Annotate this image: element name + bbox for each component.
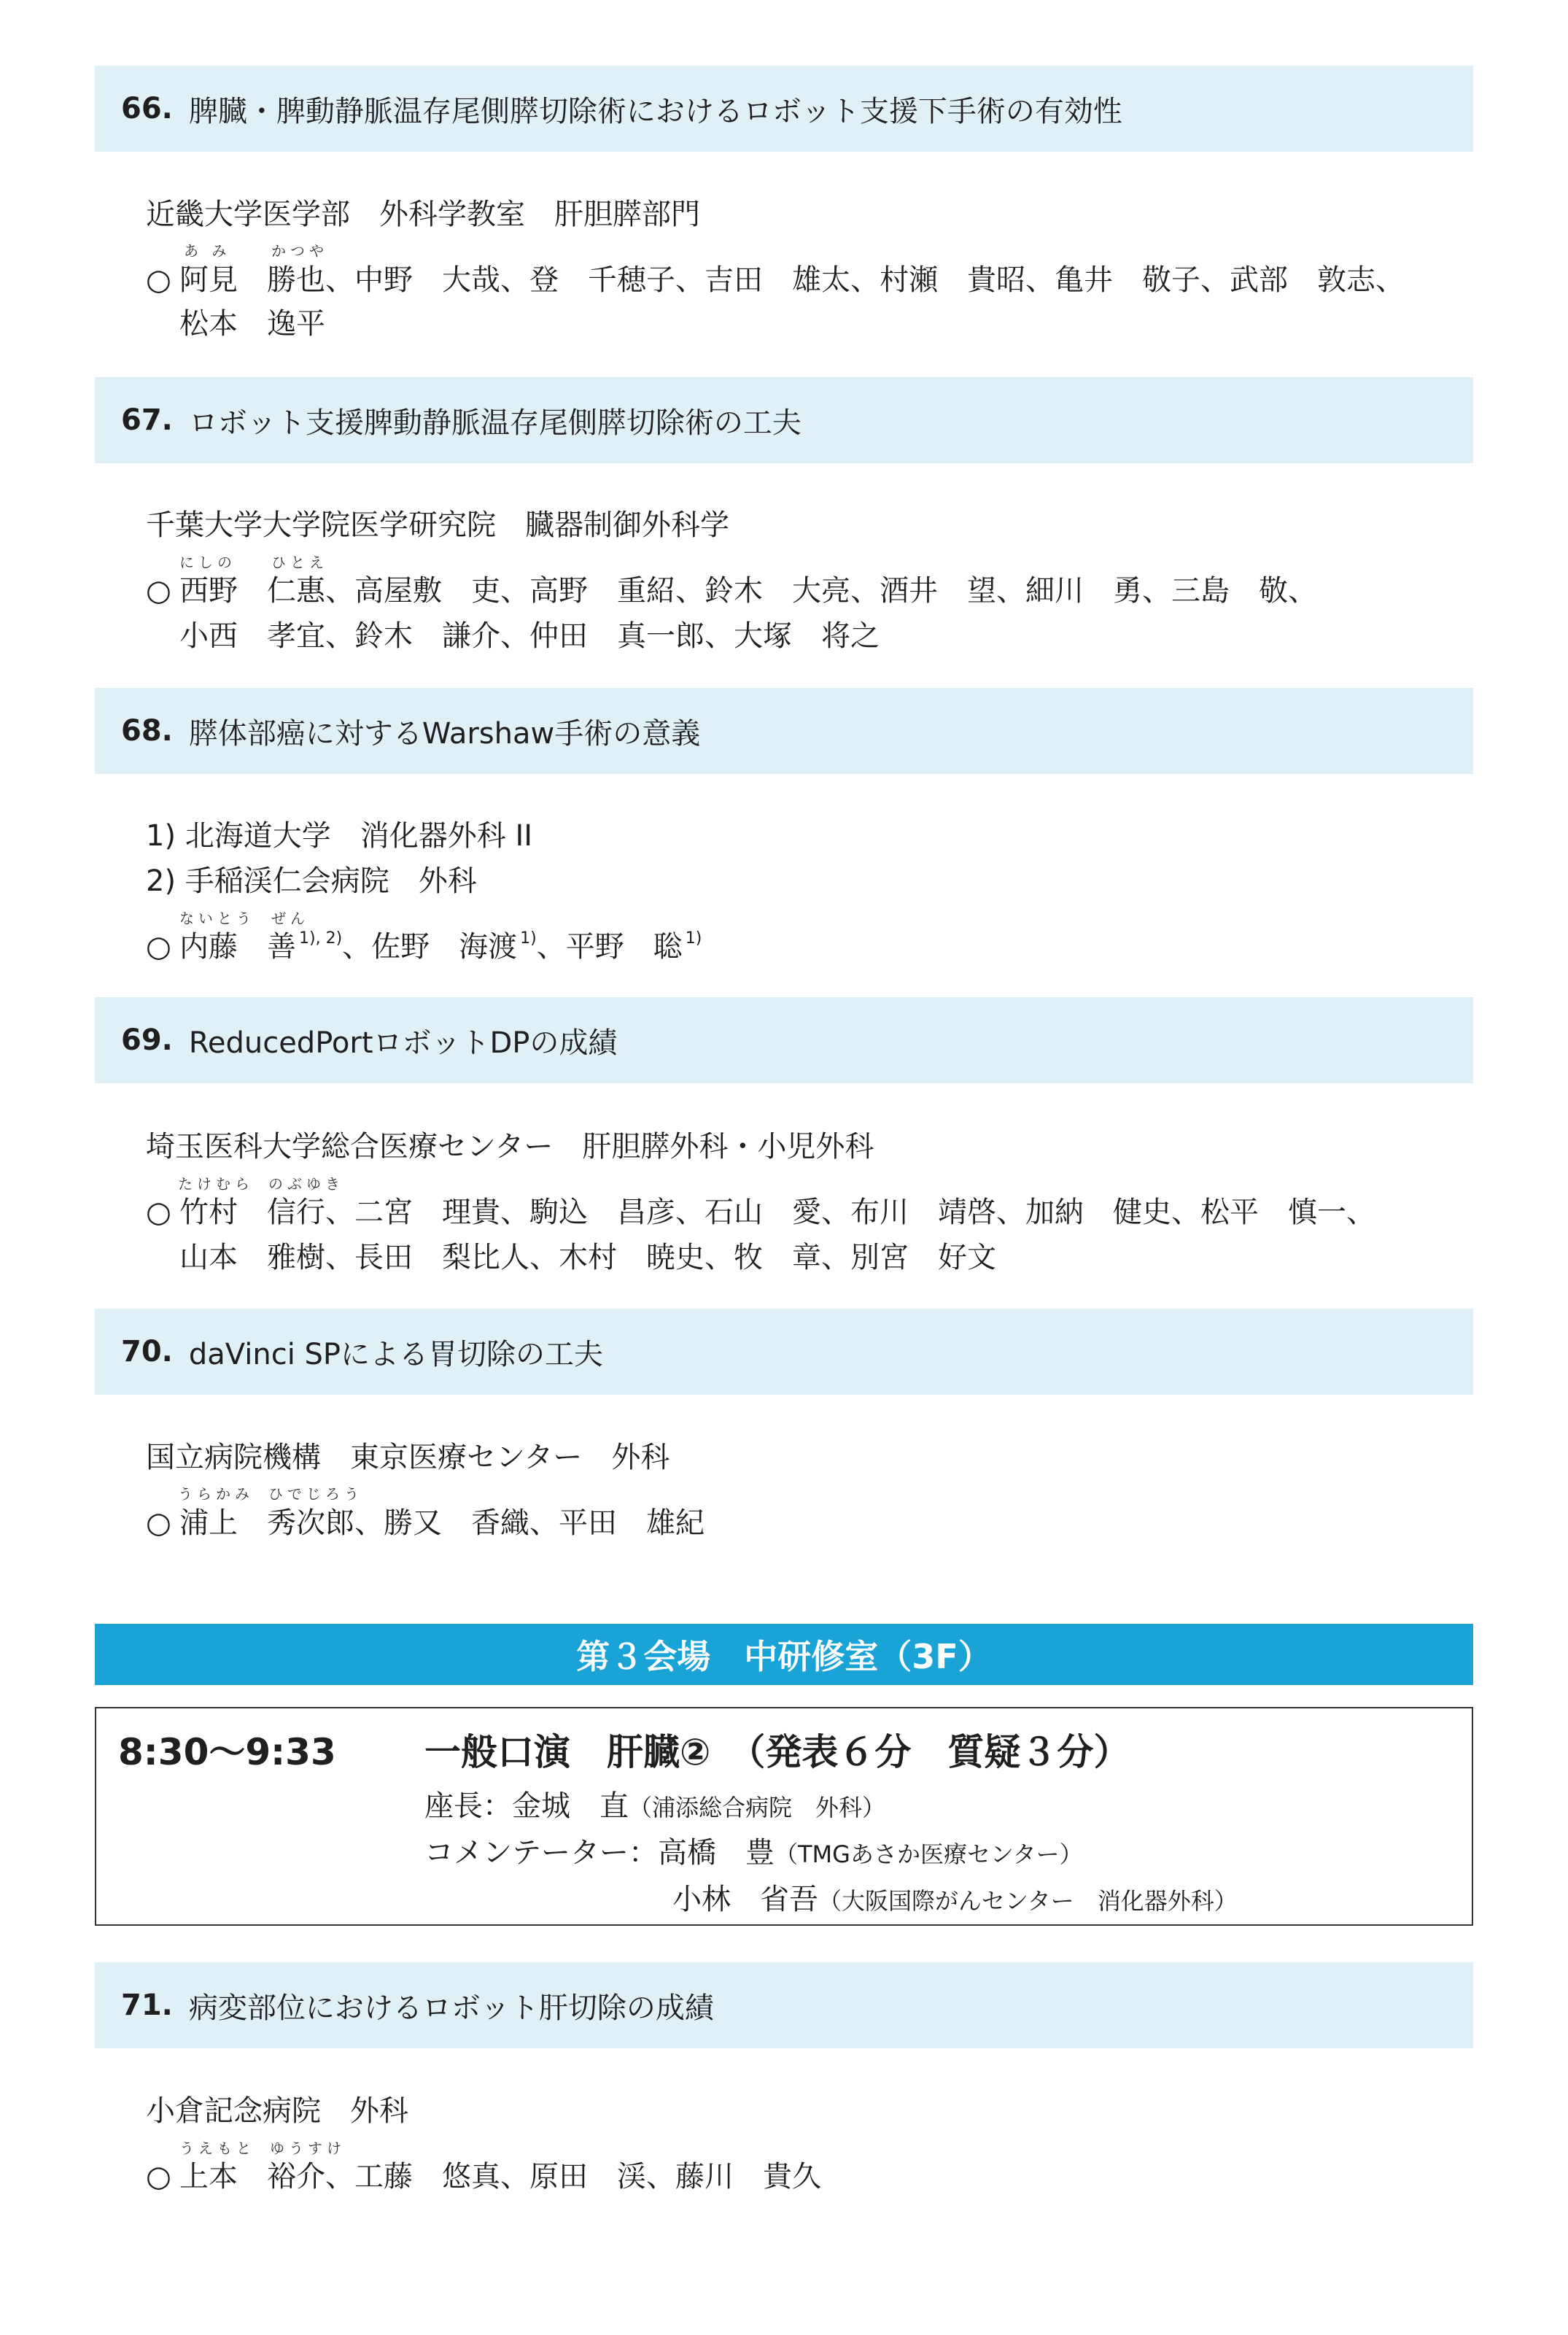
author-list-cont: 小西 孝宜、鈴木 謙介、仲田 真一郎、大塚 将之 [179, 619, 880, 653]
session-title: 一般口演 肝臓② （発表６分 質疑３分） [424, 1731, 1130, 1773]
talk-title-bar [95, 377, 1473, 463]
affiliation-superscript: 1) [685, 929, 702, 948]
talk-title: daVinci SPによる胃切除の工夫 [188, 1337, 604, 1371]
author-list [146, 2153, 821, 2195]
talk-title-bar [95, 997, 1473, 1083]
ruby-reading: ゆうすけ [270, 2140, 346, 2157]
authors: 阿見 勝也、中野 大哉、登 千穂子、吉田 雄太、村瀬 貴昭、亀井 敬子、武部 敦志、 [179, 263, 1405, 297]
commentator [424, 1829, 1083, 1871]
affiliation-superscript: 1), 2) [299, 929, 343, 948]
author-list-cont: 山本 雅樹、長田 梨比人、木村 暁史、牧 章、別宮 好文 [179, 1241, 996, 1274]
author-name: 、平野 聡 [536, 930, 683, 964]
affiliation: 小倉記念病院 外科 [146, 2094, 408, 2128]
author-list-cont: 松本 逸平 [179, 307, 325, 341]
affiliation: 1) 北海道大学 消化器外科 II [146, 819, 533, 853]
chair-affiliation: （浦添総合病院 外科） [629, 1794, 886, 1821]
session-info-box [95, 1707, 1473, 1926]
presenter-mark: ○ [146, 1196, 171, 1229]
author-list [146, 923, 702, 965]
session-time: 8:30〜9:33 [118, 1731, 336, 1773]
talk-title-bar [95, 1962, 1473, 2048]
commentator-2-affiliation: （大阪国際がんセンター 消化器外科） [818, 1887, 1238, 1915]
ruby-reading: ひとえ [271, 554, 328, 571]
talk-number: 67. [121, 403, 173, 437]
authors: 浦上 秀次郎、勝又 香織、平田 雄紀 [179, 1506, 705, 1540]
venue-header: 第３会場 中研修室（3F） [95, 1624, 1473, 1685]
authors: 竹村 信行、二宮 理貴、駒込 昌彦、石山 愛、布川 靖啓、加納 健史、松平 慎一、 [179, 1196, 1375, 1229]
affiliation: 近畿大学医学部 外科学教室 肝胆膵部門 [146, 198, 700, 231]
affiliation: 国立病院機構 東京医療センター 外科 [146, 1441, 670, 1474]
presenter-mark: ○ [146, 930, 171, 964]
presenter-mark: ○ [146, 1506, 171, 1540]
commentator-2-name: 小林 省吾 [672, 1883, 818, 1916]
talk-title-bar [95, 1309, 1473, 1395]
presenter-mark: ○ [146, 2160, 171, 2193]
author-name: 、佐野 海渡 [342, 930, 518, 964]
author-name: 内藤 善 [179, 930, 296, 964]
commentator-affiliation: （TMGあさか医療センター） [775, 1840, 1083, 1868]
author-list [146, 257, 1405, 298]
talk-title-bar [95, 688, 1473, 774]
commentator-label: コメンテーター：高橋 豊 [424, 1836, 775, 1870]
ruby-reading: かつや [271, 242, 328, 260]
talk-number: 66. [121, 92, 173, 125]
author-list [146, 1189, 1375, 1231]
talk-title: ロボット支援脾動静脈温存尾側膵切除術の工夫 [188, 406, 802, 440]
talk-number: 70. [121, 1335, 173, 1368]
ruby-reading: ひでじろう [268, 1485, 363, 1503]
talk-title: 脾臓・脾動静脈温存尾側膵切除術におけるロボット支援下手術の有効性 [188, 94, 1122, 128]
ruby-reading: ぜん [271, 910, 309, 927]
affiliation: 2) 手稲渓仁会病院 外科 [146, 864, 477, 898]
chairperson [424, 1783, 885, 1824]
talk-title: 病変部位におけるロボット肝切除の成績 [188, 1991, 714, 2025]
affiliation: 千葉大学大学院医学研究院 臓器制御外科学 [146, 508, 729, 542]
talk-title: ReducedPortロボットDPの成績 [188, 1026, 618, 1060]
talk-number: 69. [121, 1023, 173, 1057]
ruby-reading: うえもと [179, 2140, 255, 2157]
presenter-mark: ○ [146, 574, 171, 608]
affiliation: 埼玉医科大学総合医療センター 肝胆膵外科・小児外科 [146, 1130, 874, 1163]
author-list [146, 568, 1317, 609]
ruby-reading: あ み [184, 242, 231, 260]
ruby-reading: ないとう [179, 910, 255, 927]
talk-title-bar [95, 66, 1473, 152]
authors: 西野 仁惠、高屋敷 吏、高野 重紹、鈴木 大亮、酒井 望、細川 勇、三島 敬、 [179, 574, 1317, 608]
author-list [146, 1500, 705, 1541]
ruby-reading: たけむら [178, 1175, 254, 1193]
authors: 上本 裕介、工藤 悠真、原田 渓、藤川 貴久 [179, 2160, 821, 2193]
ruby-reading: にしの [179, 554, 236, 571]
affiliation-superscript: 1) [520, 929, 537, 948]
talk-number: 71. [121, 1989, 173, 2022]
talk-title: 膵体部癌に対するWarshaw手術の意義 [188, 716, 701, 751]
ruby-reading: うらかみ [178, 1485, 254, 1503]
chair-label: 座長：金城 直 [424, 1789, 629, 1823]
commentator-2 [672, 1876, 1238, 1918]
talk-number: 68. [121, 714, 173, 748]
ruby-reading: のぶゆき [268, 1175, 344, 1193]
presenter-mark: ○ [146, 263, 171, 297]
